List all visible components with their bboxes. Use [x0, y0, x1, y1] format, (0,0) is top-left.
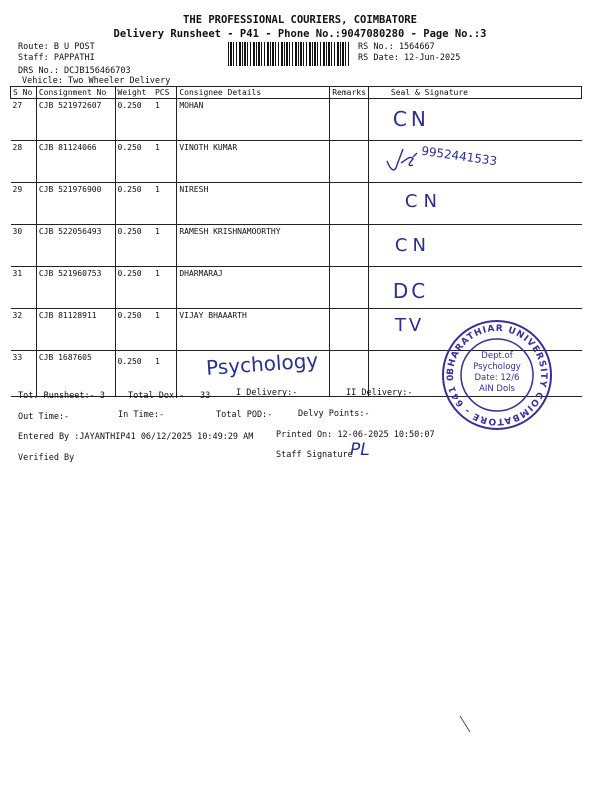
signature-handwriting: CN: [392, 107, 430, 131]
col-remarks: Remarks: [330, 87, 369, 99]
table-header-row: [11, 87, 582, 99]
stray-mark-icon: [458, 714, 472, 734]
staff-initials: PL: [350, 440, 370, 460]
seal-sign: AIN Dols: [479, 384, 515, 394]
cell-weight: 0.250: [115, 351, 153, 397]
cell-consignee: RAMESH KRISHNAMOORTHY: [177, 225, 330, 267]
cell-sno: 30: [11, 225, 37, 267]
signature-handwriting: CN: [404, 191, 443, 212]
cell-consignment: CJB 1687605: [36, 351, 115, 397]
cell-consignee: NIRESH: [177, 183, 330, 225]
ii-delivery: II Delivery:-: [346, 388, 413, 398]
table-row: [11, 267, 582, 309]
signature-handwriting: 9952441533: [420, 143, 498, 169]
cell-pcs: 1: [153, 267, 177, 309]
cell-sno: 29: [11, 183, 37, 225]
col-pcs: PCS: [153, 87, 177, 99]
cell-remarks: [330, 99, 369, 141]
cell-signature: [368, 141, 581, 183]
col-weight: Weight: [115, 87, 153, 99]
i-delivery: I Delivery:-: [236, 388, 298, 398]
cell-sno: 31: [11, 267, 37, 309]
cell-consignment: CJB 81124066: [36, 141, 115, 183]
cell-consignee: DHARMARAJ: [177, 267, 330, 309]
staff-label: Staff: PAPPATHI: [18, 53, 95, 63]
total-dox-value: 33: [200, 391, 211, 401]
table-row: [11, 225, 582, 267]
total-pod: Total POD:-: [216, 410, 273, 420]
scribble-signature-icon: [383, 143, 423, 177]
cell-signature: [368, 267, 581, 309]
cell-weight: 0.250: [115, 267, 153, 309]
seal-ring-text: BHARATHIAR UNIVERSITY COIMBATORE - 641 0: [445, 323, 549, 427]
cell-consignment: CJB 521972607: [36, 99, 115, 141]
cell-signature: [368, 183, 581, 225]
cell-remarks: [330, 183, 369, 225]
cell-consignment: CJB 522056493: [36, 225, 115, 267]
cell-remarks: [330, 267, 369, 309]
cell-pcs: 1: [153, 183, 177, 225]
out-time: Out Time:-: [18, 412, 70, 422]
cell-consignee: MOHAN: [177, 99, 330, 141]
vehicle-label: Vehicle: Two Wheeler Delivery: [22, 76, 171, 86]
signature-handwriting: CN: [394, 235, 431, 256]
cell-remarks: [330, 309, 369, 351]
table-row: [11, 183, 582, 225]
cell-consignment: CJB 521976900: [36, 183, 115, 225]
cell-pcs: 1: [153, 351, 177, 397]
handwritten-psychology: Psychology: [205, 348, 319, 380]
cell-consignment: CJB 81128911: [36, 309, 115, 351]
barcode: [228, 42, 350, 66]
verified-by: Verified By: [18, 453, 75, 463]
cell-weight: 0.250: [115, 99, 153, 141]
university-seal: [440, 318, 554, 432]
tot-runsheet: Tot. Runsheet:- 3: [18, 391, 105, 401]
cell-weight: 0.250: [115, 141, 153, 183]
seal-date: Date: 12/6: [474, 373, 520, 383]
staff-signature-label: Staff Signature: [276, 450, 353, 460]
col-consignee: Consignee Details: [177, 87, 330, 99]
drs-number: DRS No.: DCJB156466703: [18, 66, 131, 76]
col-sno: S No: [11, 87, 37, 99]
signature-handwriting: TV: [394, 315, 425, 336]
cell-remarks: [330, 141, 369, 183]
seal-psychology: Psychology: [473, 362, 521, 372]
runsheet-subtitle: Delivery Runsheet - P41 - Phone No.:9047080280 - Page No.:3: [113, 28, 487, 40]
total-dox-label: Total Dox:-: [128, 391, 185, 401]
seal-dept: Dept.of: [481, 351, 513, 361]
cell-sno: 33: [11, 351, 37, 397]
col-signature: Seal & Signature: [368, 87, 581, 99]
cell-pcs: 1: [153, 141, 177, 183]
entered-by: Entered By :JAYANTHIP41 06/12/2025 10:49:29 AM: [18, 432, 254, 442]
in-time: In Time:-: [118, 410, 165, 420]
cell-sno: 28: [11, 141, 37, 183]
cell-signature: [368, 225, 581, 267]
cell-weight: 0.250: [115, 309, 153, 351]
route-label: Route: B U POST: [18, 42, 95, 52]
rs-number: RS No.: 1564667: [358, 42, 435, 52]
printed-on: Printed On: 12-06-2025 10:50:07: [276, 430, 435, 440]
cell-pcs: 1: [153, 309, 177, 351]
cell-consignee: VINOTH KUMAR: [177, 141, 330, 183]
cell-sno: 27: [11, 99, 37, 141]
signature-handwriting: DC: [392, 279, 429, 303]
cell-pcs: 1: [153, 99, 177, 141]
rs-date: RS Date: 12-Jun-2025: [358, 53, 461, 63]
cell-remarks: [330, 225, 369, 267]
cell-weight: 0.250: [115, 225, 153, 267]
cell-weight: 0.250: [115, 183, 153, 225]
delvy-points: Delvy Points:-: [298, 409, 370, 419]
cell-signature: [368, 99, 581, 141]
company-title: THE PROFESSIONAL COURIERS, COIMBATORE: [183, 14, 417, 26]
cell-consignee: VIJAY BHAAARTH: [177, 309, 330, 351]
table-row: [11, 141, 582, 183]
cell-consignment: CJB 521960753: [36, 267, 115, 309]
cell-pcs: 1: [153, 225, 177, 267]
col-consignment: Consignment No: [36, 87, 115, 99]
cell-sno: 32: [11, 309, 37, 351]
table-row: [11, 99, 582, 141]
